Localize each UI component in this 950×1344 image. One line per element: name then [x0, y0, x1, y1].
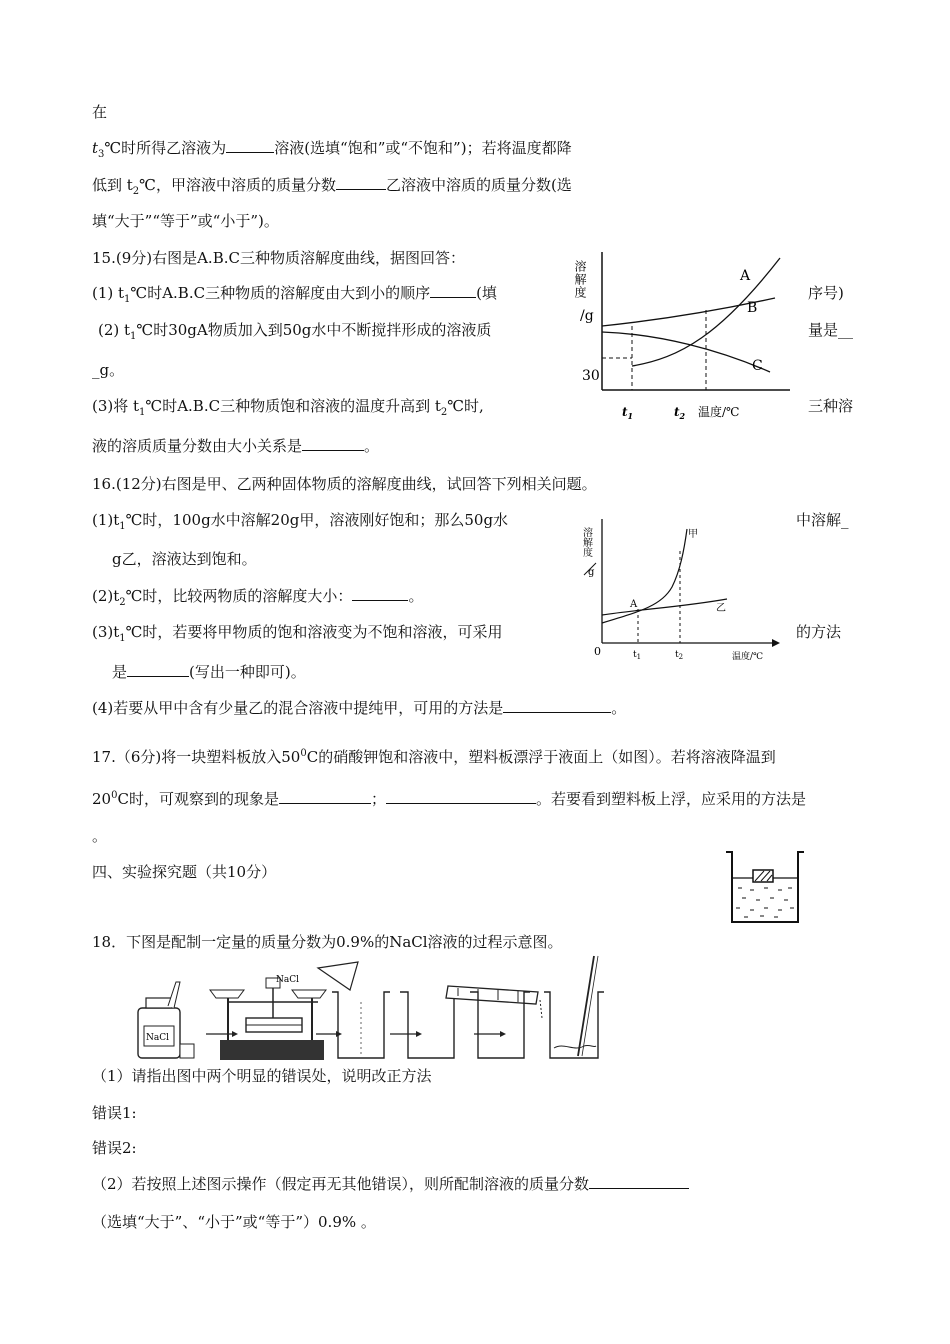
text-line	[92, 1174, 689, 1194]
curve-b-label: B	[747, 300, 758, 316]
text-line: 的方法	[796, 623, 842, 641]
text-line: （选填“大于”、“小于”或“等于”）0.9% 。	[92, 1213, 376, 1231]
text-frag: ℃时，若要将甲物质的饱和溶液变为不饱和溶液，可采用	[125, 623, 503, 641]
text-frag: (写出一种即可)。	[189, 663, 306, 681]
text-line	[92, 622, 502, 649]
text-line	[92, 586, 423, 613]
step-arrow-head	[416, 1031, 422, 1037]
text-frag: 17.（6分)将一块塑料板放入50	[92, 748, 301, 766]
x-axis-arrow	[772, 639, 780, 647]
curve-a-label: A	[740, 268, 751, 284]
text-frag: C时，可观察到的现象是	[117, 790, 279, 808]
text-line	[92, 138, 572, 165]
x-axis-label: 温度/℃	[732, 652, 764, 662]
origin-label: 0	[594, 645, 601, 658]
text-line	[112, 662, 306, 682]
text-frag: （2）若按照上述图示操作（假定再无其他错误），则所配制溶液的质量分数	[92, 1175, 590, 1193]
weighing-paper	[318, 962, 358, 990]
text-frag: 1	[119, 633, 126, 644]
text-line	[92, 744, 776, 767]
curve-yi-label: 乙	[716, 603, 726, 614]
x-tick-t1: $t_1$	[633, 650, 642, 661]
text-frag: C的硝酸钾饱和溶液中，塑料板漂浮于液面上（如图）。若将溶液降温到	[306, 748, 776, 766]
text-frag: 低到 t	[92, 176, 133, 194]
text-line: 中溶解_	[796, 511, 849, 529]
reagent-bottle	[138, 982, 194, 1058]
text-line: g乙，溶液达到饱和。	[112, 550, 257, 568]
text-frag: 2	[132, 186, 140, 197]
text-frag: 。	[364, 437, 380, 455]
y-axis-unit: g	[588, 567, 595, 578]
text-frag: ℃，甲溶液中溶质的质量分数	[139, 176, 336, 194]
figure-18-preparation-steps	[128, 952, 618, 1064]
answer-blank[interactable]	[352, 586, 408, 601]
y-tick-30: 30	[582, 368, 600, 384]
solution-dots	[736, 888, 794, 917]
text-frag: (填	[476, 284, 497, 302]
text-frag: 乙溶液中溶质的质量分数(选	[385, 176, 572, 194]
answer-blank[interactable]	[430, 283, 476, 298]
point-a-label: A	[630, 599, 638, 610]
balance-scale	[210, 975, 326, 1060]
step-arrow-head	[500, 1031, 506, 1037]
curve-yi	[602, 599, 727, 615]
x-tick-t2: $t_2$	[674, 405, 686, 421]
error-1-label: 错误1:	[92, 1104, 137, 1122]
text-frag: ℃时所得乙溶液为	[104, 139, 227, 157]
text-frag: (4)若要从甲中含有少量乙的混合溶液中提纯甲，可用的方法是	[92, 699, 504, 717]
text-frag: (2) t	[98, 321, 131, 339]
text-line	[92, 396, 484, 423]
beaker-outline	[726, 852, 804, 922]
beaker-1	[332, 992, 390, 1058]
answer-blank[interactable]	[127, 662, 189, 677]
answer-blank[interactable]	[226, 138, 274, 153]
text-line: 量是__	[808, 321, 854, 339]
beaker-4	[544, 956, 604, 1058]
answer-blank[interactable]	[589, 1174, 689, 1189]
text-line	[92, 786, 806, 809]
y-axis-label: 溶解度	[573, 260, 587, 299]
text-line: （1）请指出图中两个明显的错误处，说明改正方法	[92, 1067, 432, 1085]
text-frag: 。若要看到塑料板上浮，应采用的方法是	[535, 790, 806, 808]
figure-16-solubility-curves	[582, 515, 787, 665]
text-line	[92, 698, 626, 718]
curve-jia	[602, 529, 687, 623]
text-line: 三种溶	[808, 397, 854, 415]
x-tick-t2: $t_2$	[675, 650, 684, 661]
answer-blank[interactable]	[302, 436, 364, 451]
step-arrow-head	[336, 1031, 342, 1037]
text-frag: ；	[370, 790, 386, 808]
y-axis-unit: /g	[580, 308, 594, 324]
text-line	[92, 436, 379, 456]
text-frag: 1	[130, 331, 137, 342]
text-frag: 溶液(选填“饱和”或“不饱和”)；若将温度都降	[274, 139, 572, 157]
y-axis-label: 溶解度	[580, 527, 592, 557]
text-frag: 3	[98, 149, 105, 160]
bottle-label: NaCl	[146, 1033, 170, 1043]
question-16-title: 16.(12分)右图是甲、乙两种固体物质的溶解度曲线，试回答下列相关问题。	[92, 475, 597, 493]
text-frag: ℃时，100g水中溶解20g甲，溶液刚好饱和；那么50g水	[125, 511, 509, 529]
answer-blank[interactable]	[503, 698, 611, 713]
text-line: 在	[92, 103, 108, 121]
text-line: _g。	[92, 361, 125, 379]
text-frag: 1	[124, 294, 131, 305]
text-frag: ℃时A.B.C三种物质饱和溶液的温度升高到 t	[145, 397, 441, 415]
text-frag: 1	[139, 407, 146, 418]
error-2-label: 错误2:	[92, 1139, 137, 1157]
curve-c	[602, 332, 770, 372]
step-arrow-head	[232, 1031, 238, 1037]
figure-15-solubility-curves	[570, 240, 800, 425]
text-frag: ℃时，比较两物质的溶解度大小：	[125, 587, 353, 605]
text-line	[92, 510, 508, 537]
answer-blank[interactable]	[386, 789, 536, 804]
text-frag: (1) t	[92, 284, 125, 302]
answer-blank[interactable]	[336, 175, 386, 190]
text-frag: (1)t	[92, 511, 120, 529]
text-frag: (3)t	[92, 623, 120, 641]
beaker-2	[400, 992, 460, 1058]
text-frag: 0	[111, 790, 118, 801]
x-tick-t1: $t_1$	[622, 405, 634, 421]
curve-jia-label: 甲	[688, 529, 698, 540]
text-frag: 0	[300, 748, 307, 759]
text-line: 序号)	[808, 284, 844, 302]
text-frag: 2	[440, 407, 448, 418]
text-frag: 20	[92, 790, 112, 808]
text-frag: ℃时A.B.C三种物质的溶解度由大到小的顺序	[130, 284, 431, 302]
text-frag: (2)t	[92, 587, 120, 605]
text-frag: ℃时30gA物质加入到50g水中不断搅拌形成的溶液质	[136, 321, 492, 339]
question-15-title: 15.(9分)右图是A.B.C三种物质溶解度曲线，据图回答：	[92, 249, 465, 267]
text-line	[92, 175, 572, 202]
text-frag: 液的溶质质量分数由大小关系是	[92, 437, 303, 455]
curve-c-label: C	[752, 358, 763, 374]
x-axis-label: 温度/℃	[698, 405, 740, 419]
figure-17-beaker	[722, 848, 808, 928]
graduated-cylinder	[446, 986, 542, 1018]
text-frag: (3)将 t	[92, 397, 140, 415]
text-line: 填“大于”“等于”或“小于”)。	[92, 212, 279, 230]
text-frag: 。	[408, 587, 424, 605]
text-frag: 1	[119, 521, 126, 532]
text-frag: 是	[112, 663, 128, 681]
text-frag: ℃时,	[447, 397, 484, 415]
text-line	[92, 283, 497, 310]
answer-blank[interactable]	[279, 789, 371, 804]
section-heading: 四、实验探究题（共10分）	[92, 863, 277, 881]
question-18-title: 18．下图是配制一定量的质量分数为0.9%的NaCl溶液的过程示意图。	[92, 933, 563, 951]
text-frag: t	[92, 139, 99, 157]
text-line: 。	[92, 827, 108, 845]
text-line	[98, 320, 491, 347]
text-frag: 。	[611, 699, 627, 717]
salt-label: NaCl	[276, 975, 300, 985]
text-frag: 2	[119, 597, 126, 608]
